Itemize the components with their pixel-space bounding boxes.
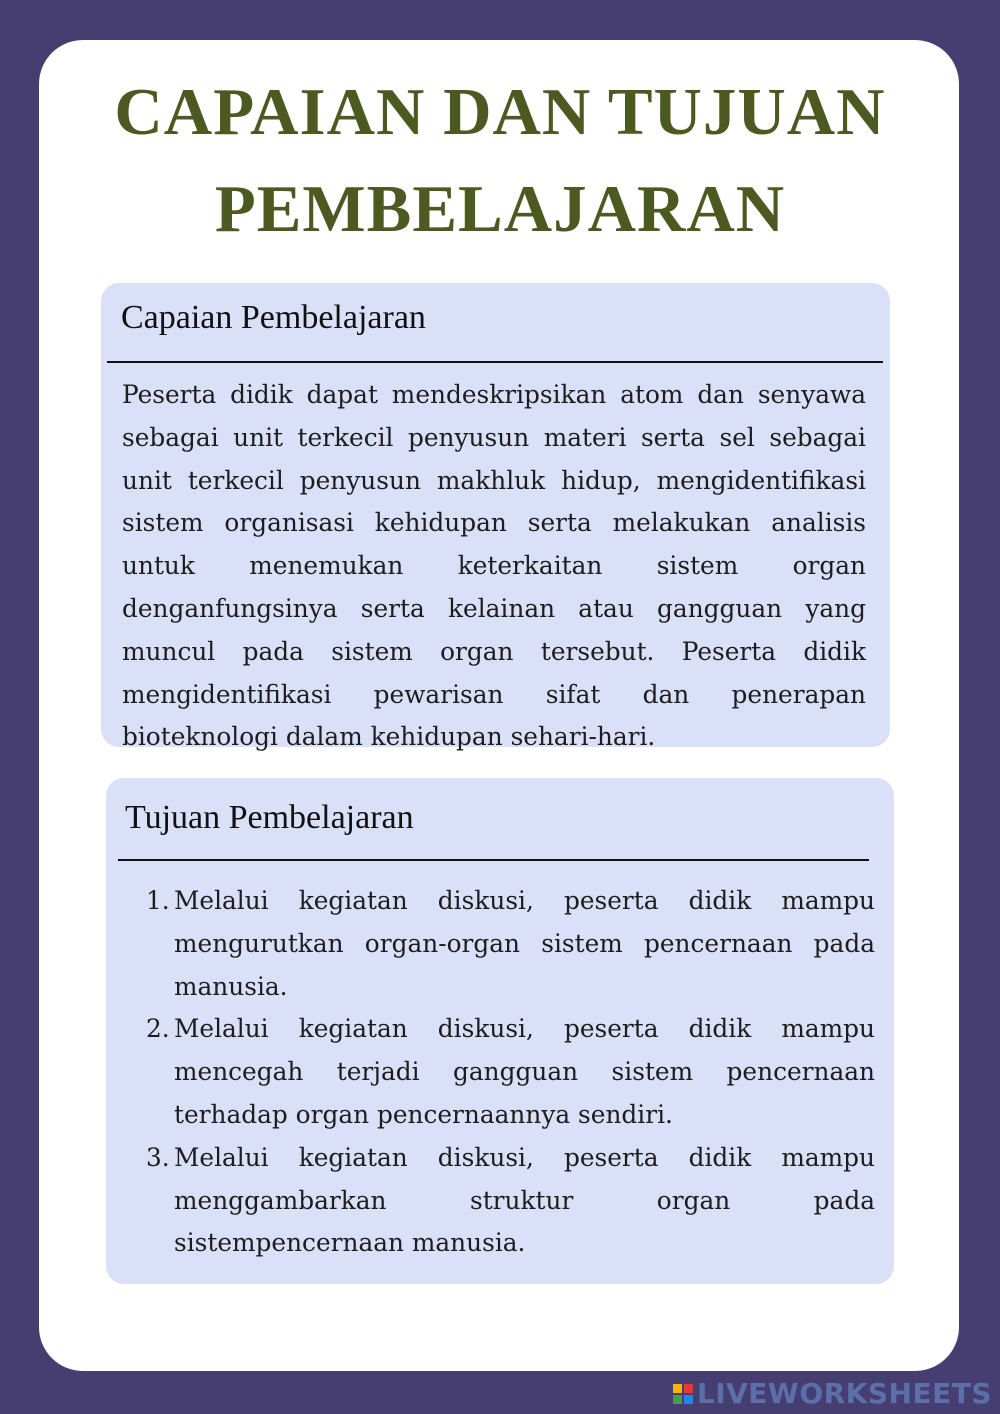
watermark[interactable]: [673, 1377, 992, 1410]
tujuan-heading: Tujuan Pembelajaran: [125, 799, 414, 836]
list-item-number: 2.: [146, 1014, 170, 1044]
list-item-number: 3.: [146, 1142, 170, 1172]
watermark-text: LIVEWORKSHEETS: [696, 1377, 992, 1410]
list-item: [146, 1137, 875, 1265]
liveworksheets-logo-icon: [673, 1384, 693, 1404]
list-item-text: Melalui kegiatan diskusi, peserta didik mampu mencegah terjadi gangguan sistem pencernaan terhadap organ pencernaannya sendiri.: [174, 1014, 875, 1129]
tujuan-list: [146, 880, 875, 1265]
list-item: [146, 880, 875, 1008]
list-item-text: Melalui kegiatan diskusi, peserta didik mampu menggambarkan struktur organ pada sistempencernaan manusia.: [174, 1142, 875, 1258]
page-title: CAPAIAN DAN TUJUAN PEMBELAJARAN: [114, 75, 886, 246]
list-item-number: 1.: [146, 886, 170, 915]
capaian-heading: Capaian Pembelajaran: [121, 299, 426, 336]
capaian-divider: [107, 361, 883, 363]
list-item-text: Melalui kegiatan diskusi, peserta didik mampu mengurutkan organ-organ sistem pencernaan pada manusia.: [174, 886, 875, 1001]
capaian-text: Peserta didik dapat mendeskripsikan atom dan senyawa sebagai unit terkecil penyusun materi serta sel sebagai unit terkecil penyusun makhluk hidup, mengidentifikasi sistem organisasi kehidupan serta melakukan analisis untuk menemukan keterkaitan sistem organ denganfungsinya serta kelainan atau gangguan yang muncul pada sistem organ tersebut. Peserta didik mengidentifikasi pewarisan sifat dan penerapan bioteknologi dalam kehidupan sehari-hari.: [122, 380, 866, 752]
list-item: [146, 1008, 875, 1136]
tujuan-divider: [118, 859, 869, 861]
